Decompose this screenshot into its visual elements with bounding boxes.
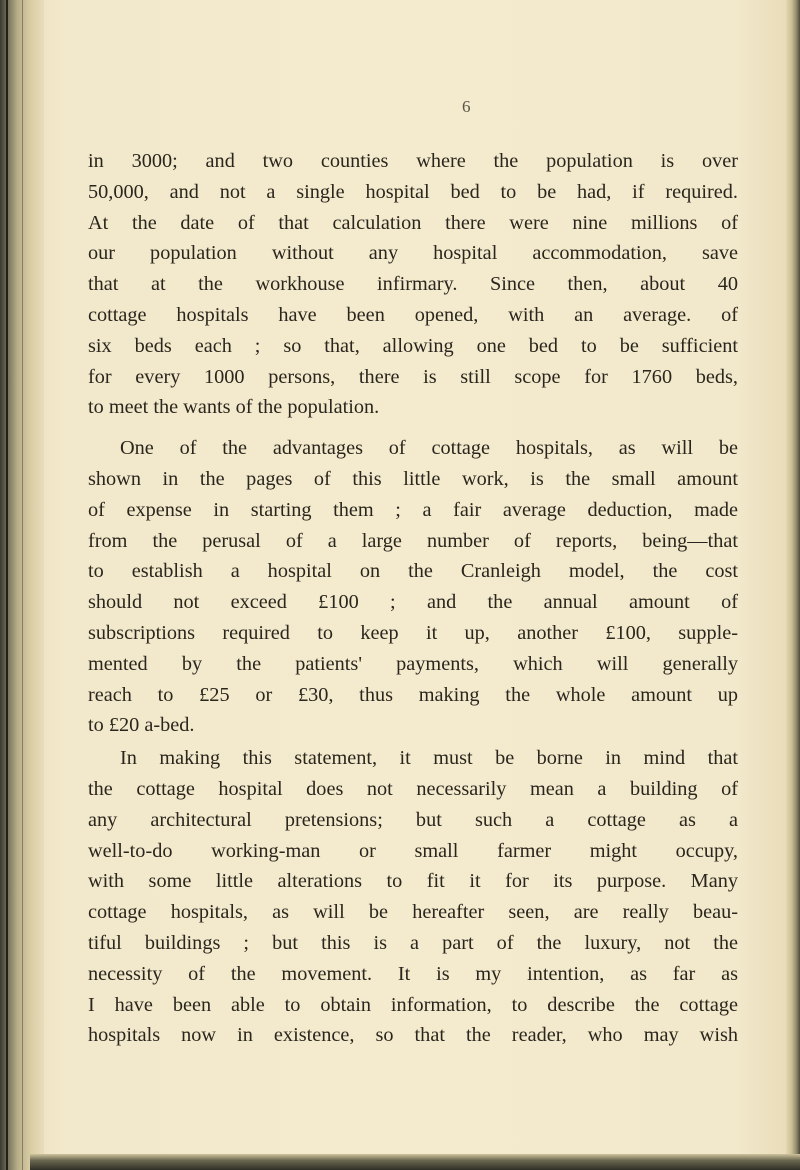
body-text (88, 146, 738, 1051)
page-number: 6 (462, 97, 471, 116)
text-line: tiful buildings ; but this is a part of the luxury, not the (88, 931, 738, 954)
text-line: to establish a hospital on the Cranleigh model, the cost (88, 560, 738, 583)
text-line: should not exceed £100 ; and the annual amount of (88, 591, 738, 614)
paragraph (88, 146, 738, 423)
text-line: mented by the patients' payments, which will generally (88, 652, 738, 675)
text-line: necessity of the movement. It is my intention, as far as (88, 962, 738, 985)
book-binding-gutter (0, 0, 44, 1170)
text-line: In making this statement, it must be borne in mind that (120, 747, 738, 770)
text-line: six beds each ; so that, allowing one bed to be sufficient (88, 334, 738, 357)
page-right-edge (786, 0, 800, 1170)
text-line: I have been able to obtain information, to describe the cottage (88, 993, 738, 1016)
text-line: to meet the wants of the population. (88, 396, 380, 419)
text-line: well-to-do working-man or small farmer might occupy, (88, 839, 738, 862)
text-line: reach to £25 or £30, thus making the whole amount up (88, 683, 738, 706)
paragraph (88, 743, 738, 1051)
text-line: to £20 a-bed. (88, 714, 195, 737)
text-line: from the perusal of a large number of reports, being—that (88, 529, 738, 552)
text-line: cottage hospitals, as will be hereafter seen, are really beau- (88, 901, 738, 924)
text-line: subscriptions required to keep it up, another £100, supple- (88, 621, 738, 644)
text-line: hospitals now in existence, so that the reader, who may wish (88, 1024, 738, 1047)
paragraph (88, 433, 738, 741)
text-line: our population without any hospital accommodation, save (88, 242, 738, 265)
text-line: any architectural pretensions; but such a cottage as a (88, 808, 738, 831)
text-line: shown in the pages of this little work, is the small amount (88, 467, 738, 490)
text-line: the cottage hospital does not necessarily mean a building of (88, 777, 738, 800)
text-line: cottage hospitals have been opened, with an average. of (88, 303, 738, 326)
text-line: in 3000; and two counties where the population is over (88, 150, 738, 172)
text-line: with some little alterations to fit it for its purpose. Many (88, 870, 738, 893)
text-line: 50,000, and not a single hospital bed to be had, if required. (88, 180, 738, 203)
text-line: of expense in starting them ; a fair average deduction, made (88, 498, 738, 521)
text-line: that at the workhouse infirmary. Since then, about 40 (88, 273, 738, 296)
text-line: for every 1000 persons, there is still scope for 1760 beds, (88, 365, 738, 388)
text-line: At the date of that calculation there were nine millions of (88, 211, 738, 234)
page-bottom-edge (30, 1154, 800, 1170)
text-line: One of the advantages of cottage hospitals, as will be (120, 437, 738, 460)
